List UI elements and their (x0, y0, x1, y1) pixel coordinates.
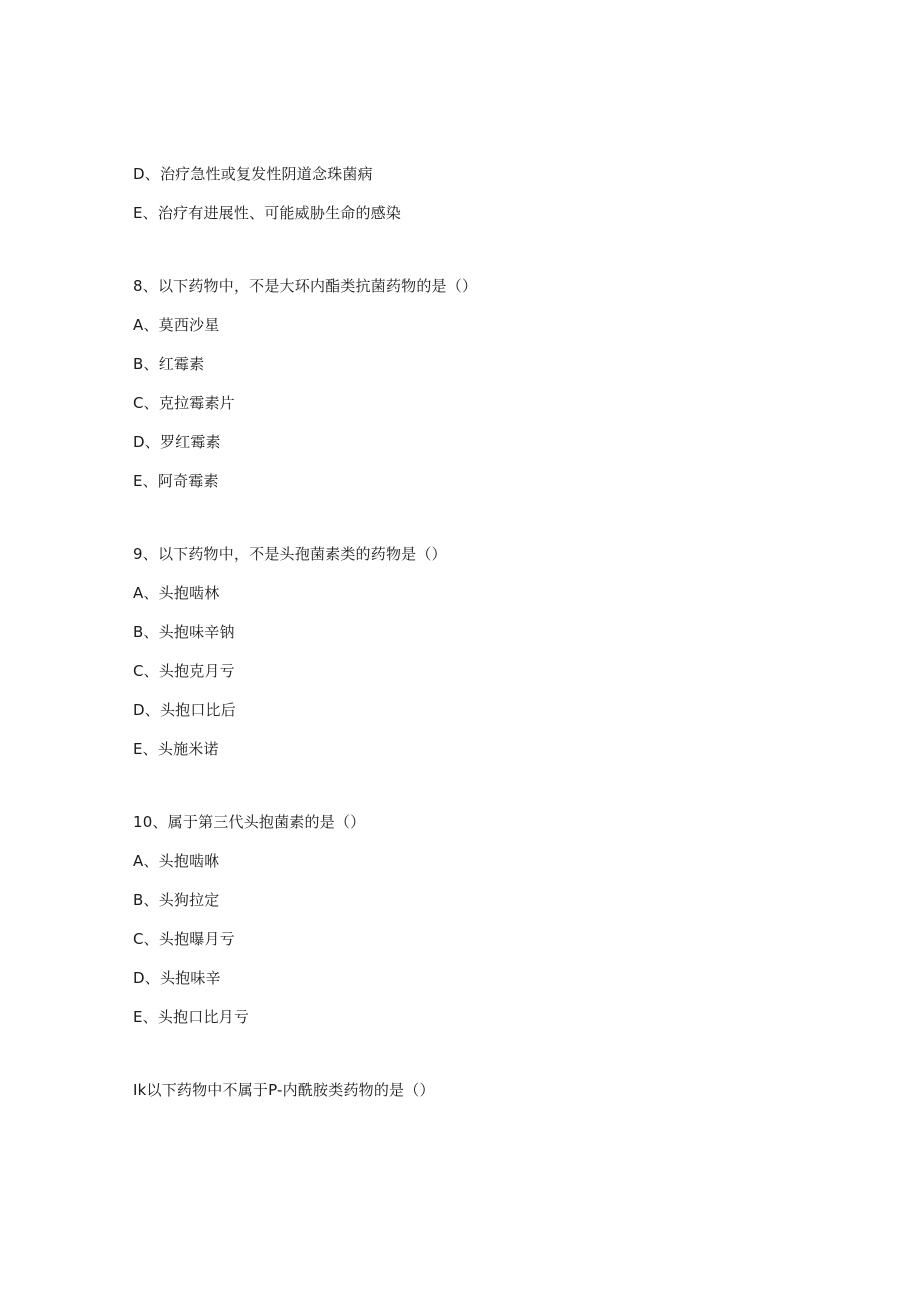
option-q8-b: B、红霉素 (133, 355, 205, 373)
option-q9-a: A、头抱啮林 (133, 584, 220, 602)
option-q7-e: E、治疗有进展性、可能威胁生命的感染 (133, 204, 402, 222)
option-q9-d: D、头抱口比后 (133, 701, 236, 719)
question-10-stem: 10、属于第三代头抱菌素的是（） (133, 813, 366, 831)
option-q10-a: A、头抱啮咻 (133, 852, 220, 870)
option-q8-c: C、克拉霉素片 (133, 394, 235, 412)
option-q10-b: B、头狗拉定 (133, 891, 220, 909)
option-q8-d: D、罗红霉素 (133, 433, 221, 451)
option-q8-e: E、阿奇霉素 (133, 472, 219, 490)
option-q9-e: E、头施米诺 (133, 740, 219, 758)
option-q10-e: E、头抱口比月亏 (133, 1008, 250, 1026)
question-9-stem: 9、以下药物中，不是头孢菌素类的药物是（） (133, 545, 447, 563)
question-8-stem: 8、以下药物中，不是大环内酯类抗菌药物的是（） (133, 277, 478, 295)
option-q10-c: C、头抱曝月亏 (133, 930, 235, 948)
option-q8-a: A、莫西沙星 (133, 316, 220, 334)
option-q9-c: C、头抱克月亏 (133, 662, 235, 680)
question-11-stem: Ik以下药物中不属于P-内酰胺类药物的是（） (133, 1081, 435, 1099)
option-q7-d: D、治疗急性或复发性阴道念珠菌病 (133, 165, 373, 183)
option-q10-d: D、头抱味辛 (133, 969, 221, 987)
option-q9-b: B、头抱味辛钠 (133, 623, 235, 641)
